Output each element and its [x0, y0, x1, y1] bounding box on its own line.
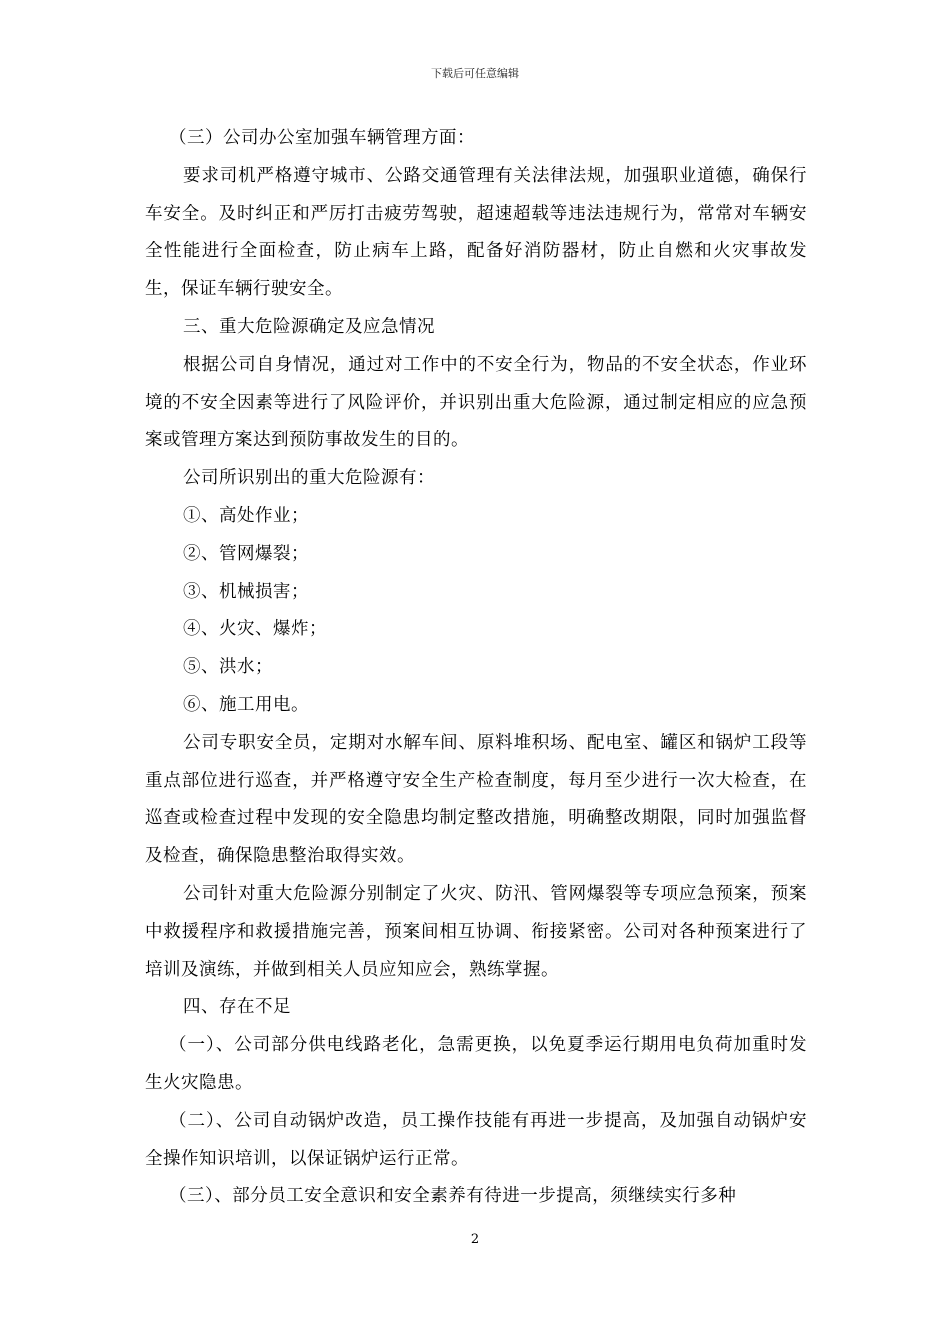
paragraph-shortcoming-1: （一）、公司部分供电线路老化，急需更换，以免夏季运行期用电负荷加重时发生火灾隐患。 — [145, 1035, 807, 1093]
paragraph-hazard-list-intro: 公司所识别出的重大危险源有： — [183, 468, 435, 489]
paragraph-emergency-plans: 公司针对重大危险源分别制定了火灾、防汛、管网爆裂等专项应急预案，预案中救援程序和救援措施完善，预案间相互协调、衔接紧密。公司对各种预案进行了培训及演练，并做到相关人员应知应会，熟练掌握。 — [145, 883, 807, 980]
list-item: ⑥、施工用电。 — [183, 694, 309, 715]
section-heading-shortcomings: 四、存在不足 — [183, 997, 291, 1018]
list-item: ⑤、洪水； — [183, 657, 273, 678]
section-heading-major-hazards: 三、重大危险源确定及应急情况 — [183, 316, 435, 337]
page-number: 2 — [470, 1232, 480, 1247]
list-item: ④、火灾、爆炸； — [183, 619, 327, 640]
paragraph-safety-inspection: 公司专职安全员，定期对水解车间、原料堆积场、配电室、罐区和锅炉工段等重点部位进行巡查，并严格遵守安全生产检查制度，每月至少进行一次大检查，在巡查或检查过程中发现的安全隐患均制定整改措施，明确整改期限，同时加强监督及检查，确保隐患整治取得实效。 — [145, 732, 807, 867]
paragraph-risk-assessment: 根据公司自身情况，通过对工作中的不安全行为，物品的不安全状态，作业环境的不安全因素等进行了风险评价，并识别出重大危险源，通过制定相应的应急预案或管理方案达到预防事故发生的目的。 — [145, 354, 807, 451]
paragraph-vehicle-management-heading: （三）公司办公室加强车辆管理方面： — [169, 128, 475, 148]
paragraph-shortcoming-3: （三）、部分员工安全意识和安全素养有待进一步提高，须继续实行多种 — [169, 1186, 737, 1207]
list-item: ①、高处作业； — [183, 505, 309, 526]
paragraph-driver-requirements: 要求司机严格遵守城市、公路交通管理有关法律法规，加强职业道德，确保行车安全。及时纠正和严厉打击疲劳驾驶，超速超载等违法违规行为，常常对车辆安全性能进行全面检查，防止病车上路，配备好消防器材，防止自燃和火灾事故发生，保证车辆行驶安全。 — [145, 165, 807, 300]
list-item: ②、管网爆裂； — [183, 543, 309, 564]
header-note: 下载后可任意编辑 — [431, 67, 519, 80]
list-item: ③、机械损害； — [183, 581, 309, 602]
document-body — [145, 120, 807, 1216]
paragraph-shortcoming-2: （二）、公司自动锅炉改造，员工操作技能有再进一步提高，及加强自动锅炉安全操作知识培训，以保证锅炉运行正常。 — [145, 1110, 807, 1169]
